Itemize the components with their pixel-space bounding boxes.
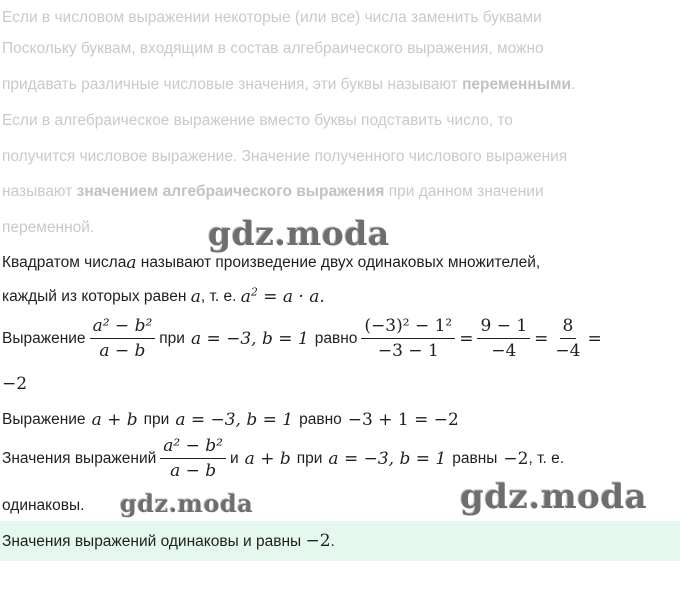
text: равны bbox=[452, 449, 498, 467]
faded-line-6-end: при данном значении bbox=[384, 183, 544, 200]
math-var-a: a bbox=[126, 253, 137, 273]
answer-end: . bbox=[330, 533, 335, 550]
line-conclusion bbox=[2, 497, 84, 515]
text: при bbox=[159, 329, 185, 347]
fraction-numerator: (−3)² − 1² bbox=[361, 316, 455, 339]
watermark-top: gdz.moda bbox=[208, 214, 390, 253]
text: при bbox=[296, 449, 323, 467]
fraction-expression bbox=[90, 316, 156, 361]
math-calculation: −3 + 1 = −2 bbox=[347, 410, 459, 430]
fraction-denominator: −4 bbox=[555, 341, 581, 361]
text: Выражение bbox=[2, 329, 86, 347]
equals-sign: = bbox=[534, 328, 549, 349]
text: , т. е. bbox=[528, 449, 565, 467]
math-sum: a + b bbox=[244, 448, 291, 469]
text: называют произведение двух одинаковых множителей, bbox=[136, 254, 541, 271]
fraction-step-2 bbox=[477, 316, 530, 361]
math-condition: a = −3, b = 1 bbox=[328, 448, 447, 469]
faded-line-6 bbox=[2, 183, 544, 201]
fraction-numerator: 9 − 1 bbox=[477, 316, 530, 339]
fraction-step-3 bbox=[552, 316, 583, 361]
term-expression-value: значением алгебраического выражения bbox=[76, 183, 385, 200]
line-result bbox=[2, 374, 27, 394]
answer-value: −2 bbox=[305, 531, 331, 551]
faded-line-7: переменной. bbox=[2, 219, 95, 236]
text: , т. е. bbox=[200, 288, 241, 305]
fraction-numerator: a² − b² bbox=[90, 316, 156, 339]
text: равно bbox=[314, 329, 358, 347]
math-base: a bbox=[240, 287, 251, 307]
fraction-substituted bbox=[361, 316, 455, 361]
line-square-definition bbox=[2, 253, 540, 273]
faded-line-6-text: называют bbox=[2, 183, 77, 200]
text: Выражение bbox=[2, 411, 86, 428]
line-sum-evaluation bbox=[2, 410, 459, 430]
faded-line-2: Поскольку буквам, входящим в состав алгебраического выражения, можно bbox=[2, 40, 544, 57]
math-result: −2 bbox=[2, 374, 28, 394]
math-value: −2 bbox=[503, 448, 529, 469]
answer-box bbox=[0, 521, 680, 561]
math-condition: a = −3, b = 1 bbox=[190, 328, 309, 349]
math-condition: a = −3, b = 1 bbox=[175, 410, 294, 430]
text: Значения выражений bbox=[2, 449, 157, 467]
text: Квадратом числа bbox=[2, 254, 127, 271]
watermark-middle: gdz.moda bbox=[120, 489, 254, 518]
text: при bbox=[143, 411, 170, 428]
line-expression-evaluation bbox=[2, 316, 602, 361]
faded-line-3-text: придавать различные числовые значения, эти буквы называют bbox=[2, 76, 463, 93]
fraction-denominator: a − b bbox=[99, 341, 146, 361]
faded-line-1: Если в числовом выражении некоторые (или все) числа заменить буквами bbox=[2, 9, 542, 26]
faded-line-3 bbox=[2, 76, 575, 94]
watermark-right: gdz.moda bbox=[460, 477, 648, 517]
answer-text bbox=[2, 531, 335, 551]
equals-sign: = bbox=[459, 328, 474, 349]
math-formula bbox=[241, 287, 325, 307]
fraction-denominator: −4 bbox=[491, 341, 517, 361]
answer-label: Значения выражений одинаковы и равны bbox=[2, 533, 306, 550]
fraction-denominator: −3 − 1 bbox=[377, 341, 439, 361]
math-var-a: a bbox=[190, 287, 201, 307]
faded-line-3-end: . bbox=[570, 76, 576, 93]
equals-sign: = bbox=[587, 328, 602, 349]
fraction-expression bbox=[160, 436, 226, 481]
fraction-numerator: a² − b² bbox=[160, 436, 226, 459]
text: равно bbox=[299, 411, 342, 428]
text: одинаковы. bbox=[2, 497, 85, 514]
fraction-numerator: 8 bbox=[560, 316, 577, 339]
math-sum: a + b bbox=[91, 410, 138, 430]
math-exponent: 2 bbox=[250, 285, 258, 299]
math-rest: = a · a. bbox=[257, 287, 325, 307]
line-comparison bbox=[2, 436, 564, 481]
text: каждый из которых равен bbox=[2, 288, 191, 305]
text: и bbox=[230, 449, 239, 467]
fraction-denominator: a − b bbox=[170, 461, 217, 481]
faded-line-4: Если в алгебраическое выражение вместо буквы подставить число, то bbox=[2, 112, 513, 129]
line-square-formula bbox=[2, 287, 325, 307]
term-variables: переменными bbox=[462, 76, 571, 93]
faded-line-5: получится числовое выражение. Значение полученного числового выражения bbox=[2, 148, 568, 165]
